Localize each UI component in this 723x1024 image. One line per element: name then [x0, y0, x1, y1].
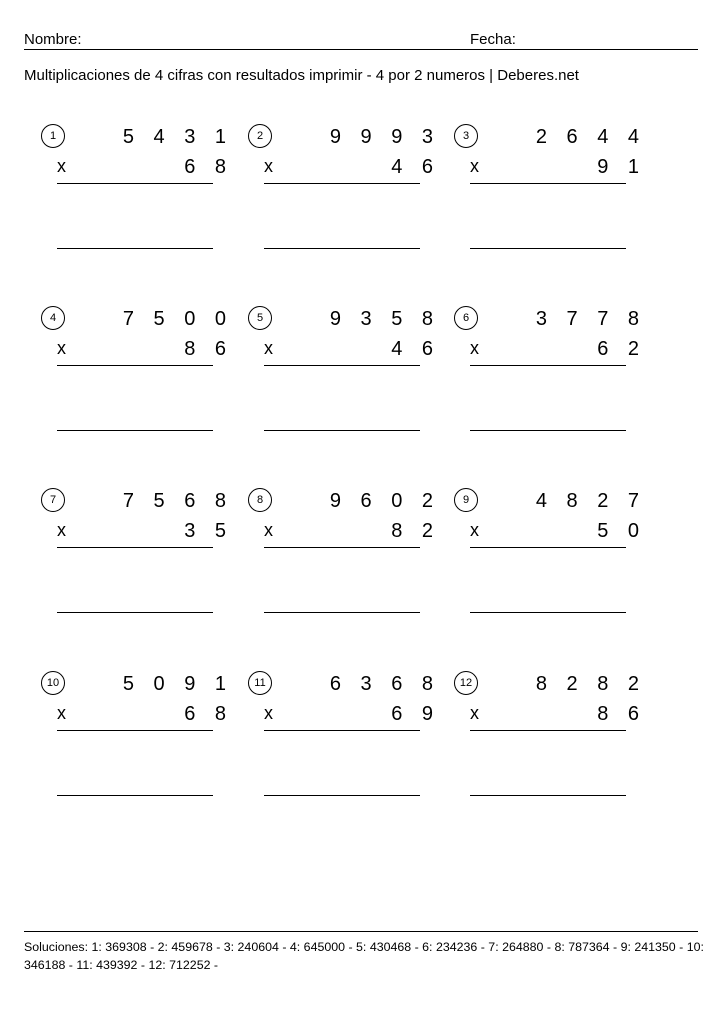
answer-line[interactable]	[57, 430, 213, 431]
answer-line[interactable]	[470, 795, 626, 796]
problem-number: 12	[454, 671, 478, 695]
multiplier: 9 1	[597, 156, 646, 178]
answer-line[interactable]	[264, 430, 420, 431]
times-sign: x	[470, 338, 479, 358]
problem-number: 2	[248, 124, 272, 148]
multiplier: 3 5	[184, 520, 233, 542]
times-sign: x	[264, 520, 273, 540]
multiplicand: 4 8 2 7	[535, 490, 646, 512]
problem-9	[454, 488, 654, 648]
multiplicand: 2 6 4 4	[535, 126, 646, 148]
product-rule	[57, 183, 213, 184]
footer-divider	[24, 931, 698, 932]
problem-number: 5	[248, 306, 272, 330]
multiplier: 4 6	[391, 156, 440, 178]
problem-7	[41, 488, 241, 648]
product-rule	[57, 730, 213, 731]
problem-11	[248, 671, 448, 831]
problem-number: 6	[454, 306, 478, 330]
product-rule	[264, 365, 420, 366]
multiplier: 6 8	[184, 703, 233, 725]
multiplicand: 7 5 0 0	[122, 308, 233, 330]
problem-number: 3	[454, 124, 478, 148]
multiplicand: 8 2 8 2	[535, 673, 646, 695]
answer-line[interactable]	[470, 430, 626, 431]
solutions-text: Soluciones: 1: 369308 - 2: 459678 - 3: 240604 - 4: 645000 - 5: 430468 - 6: 234236 - 7: 264880 - 8: 787364 - 9: 241350 - 10: 346188 - 11: 439392 - 12: 712252 -	[24, 940, 704, 972]
multiplicand: 9 3 5 8	[329, 308, 440, 330]
multiplier: 6 8	[184, 156, 233, 178]
product-rule	[264, 183, 420, 184]
product-rule	[470, 730, 626, 731]
problem-number: 10	[41, 671, 65, 695]
multiplicand: 9 9 9 3	[329, 126, 440, 148]
product-rule	[470, 547, 626, 548]
times-sign: x	[264, 338, 273, 358]
problem-8	[248, 488, 448, 648]
multiplier: 8 2	[391, 520, 440, 542]
problem-10	[41, 671, 241, 831]
answer-line[interactable]	[470, 612, 626, 613]
problem-3	[454, 124, 654, 284]
answer-line[interactable]	[264, 248, 420, 249]
multiplicand: 9 6 0 2	[329, 490, 440, 512]
times-sign: x	[264, 703, 273, 723]
multiplicand: 6 3 6 8	[329, 673, 440, 695]
problem-6	[454, 306, 654, 466]
problem-4	[41, 306, 241, 466]
answer-line[interactable]	[57, 612, 213, 613]
multiplier: 8 6	[184, 338, 233, 360]
multiplicand: 7 5 6 8	[122, 490, 233, 512]
worksheet-title: Multiplicaciones de 4 cifras con resultados imprimir - 4 por 2 numeros | Deberes.net	[24, 67, 579, 84]
problem-12	[454, 671, 654, 831]
times-sign: x	[57, 156, 66, 176]
product-rule	[264, 730, 420, 731]
answer-line[interactable]	[470, 248, 626, 249]
problem-1	[41, 124, 241, 284]
times-sign: x	[57, 703, 66, 723]
problem-number: 11	[248, 671, 272, 695]
product-rule	[470, 365, 626, 366]
name-label: Nombre:	[24, 31, 82, 48]
multiplier: 5 0	[597, 520, 646, 542]
multiplicand: 3 7 7 8	[535, 308, 646, 330]
problem-number: 7	[41, 488, 65, 512]
product-rule	[57, 365, 213, 366]
problem-number: 9	[454, 488, 478, 512]
problem-number: 1	[41, 124, 65, 148]
problem-2	[248, 124, 448, 284]
answer-line[interactable]	[57, 795, 213, 796]
product-rule	[57, 547, 213, 548]
multiplier: 8 6	[597, 703, 646, 725]
product-rule	[470, 183, 626, 184]
times-sign: x	[470, 520, 479, 540]
times-sign: x	[57, 338, 66, 358]
multiplier: 6 2	[597, 338, 646, 360]
date-label: Fecha:	[470, 31, 516, 48]
problem-5	[248, 306, 448, 466]
multiplier: 6 9	[391, 703, 440, 725]
answer-line[interactable]	[264, 612, 420, 613]
multiplicand: 5 4 3 1	[122, 126, 233, 148]
times-sign: x	[264, 156, 273, 176]
product-rule	[264, 547, 420, 548]
multiplicand: 5 0 9 1	[122, 673, 233, 695]
problem-number: 8	[248, 488, 272, 512]
problem-number: 4	[41, 306, 65, 330]
header-divider	[24, 49, 698, 50]
times-sign: x	[470, 703, 479, 723]
times-sign: x	[57, 520, 66, 540]
multiplier: 4 6	[391, 338, 440, 360]
times-sign: x	[470, 156, 479, 176]
answer-line[interactable]	[264, 795, 420, 796]
answer-line[interactable]	[57, 248, 213, 249]
